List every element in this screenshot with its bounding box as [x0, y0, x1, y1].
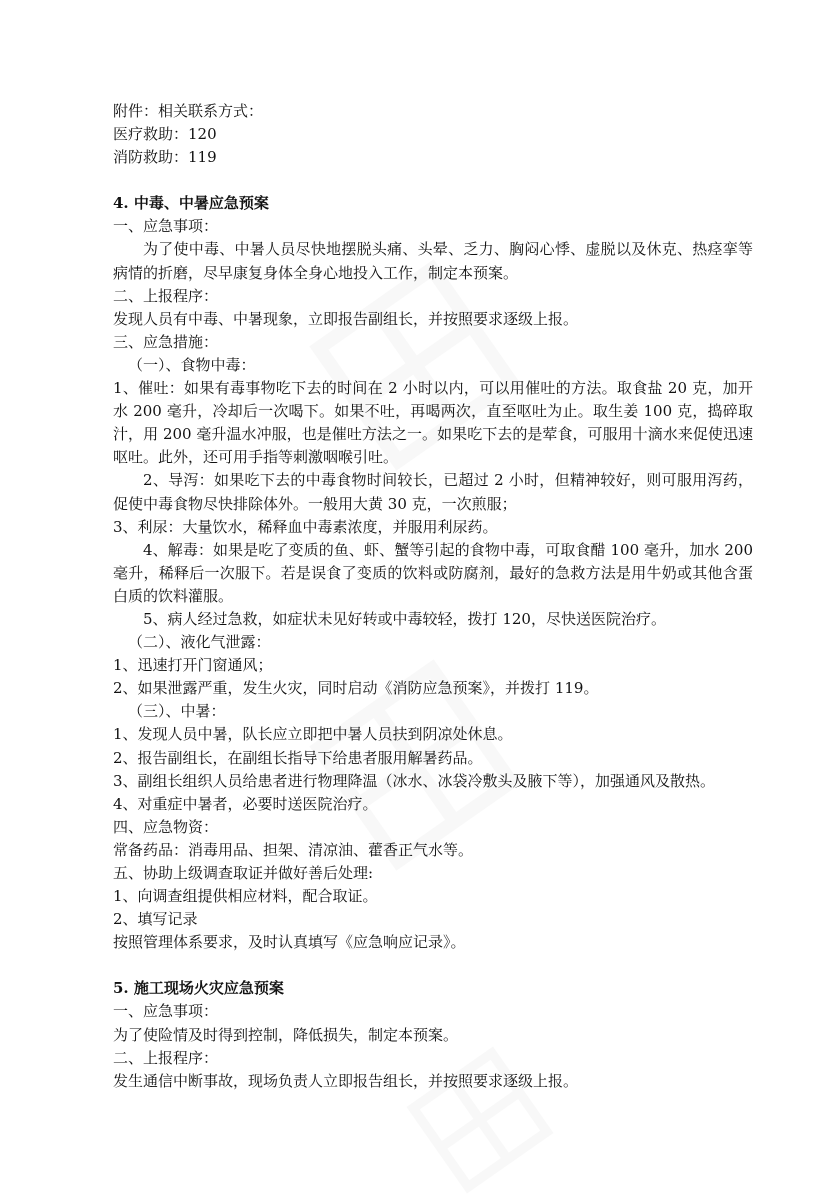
section-5	[113, 977, 753, 1092]
section-4-heading: 4. 中毒、中暑应急预案	[113, 194, 269, 213]
section-5-part1-title: 一、应急事项：	[113, 1002, 219, 1021]
section-5-part2-title: 二、上报程序：	[113, 1048, 219, 1067]
medical-contact: 医疗救助：120	[113, 125, 217, 144]
fire-contact: 消防救助：119	[113, 148, 217, 167]
section-4-part4-body: 常备药品：消毒用品、担架、清凉油、藿香正气水等。	[113, 840, 474, 859]
gas-leak-item-1: 1、迅速打开门窗通风；	[113, 656, 273, 675]
section-4-part2-title: 二、上报程序：	[113, 286, 219, 305]
food-poisoning-item-5: 5、病人经过急救，如症状未见好转或中毒较轻，拨打 120，尽快送医院治疗。	[143, 609, 666, 628]
food-poisoning-item-3: 3、利尿：大量饮水，稀释血中毒素浓度，并服用利尿药。	[113, 517, 498, 536]
section-4-part4-title: 四、应急物资：	[113, 817, 219, 836]
section-4	[113, 192, 753, 954]
attachment-block	[113, 100, 753, 169]
heatstroke-item-1: 1、发现人员中暑，队长应立即把中暑人员扶到阴凉处休息。	[113, 725, 513, 744]
section-4-part3-title: 三、应急措施：	[113, 332, 219, 351]
section-4-part5-item-1: 1、向调查组提供相应材料，配合取证。	[113, 887, 378, 906]
section-5-part2-body: 发生通信中断事故，现场负责人立即报告组长，并按照要求逐级上报。	[113, 1071, 579, 1090]
food-poisoning-item-2: 2、导泻：如果吃下去的中毒食物时间较长，已超过 2 小时，但精神较好，则可服用泻药，促使中毒食物尽快排除体外。一般用大黄 30 克，一次煎服；	[113, 471, 753, 513]
food-poisoning-item-1: 1、催吐：如果有毒事物吃下去的时间在 2 小时以内，可以用催吐的方法。取食盐 20 克，加开水 200 毫升，冷却后一次喝下。如果不吐，再喝两次，直至呕吐为止。取生姜 100 克，捣碎取汁，用 200 毫升温水冲服，也是催吐方法之一。如果吃下去的是荤食，可服用十滴水来促使迅速呕吐。此外，还可用手指等刺激咽喉引吐。	[113, 379, 753, 467]
attachment-title: 附件：相关联系方式：	[113, 102, 264, 120]
section-4-part5-item-2: 2、填写记录	[113, 910, 198, 929]
section-4-part5-title: 五、协助上级调查取证并做好善后处理:	[113, 864, 374, 882]
gas-leak-title: （二）、液化气泄露：	[128, 633, 271, 652]
heatstroke-title: （三）、中暑：	[128, 702, 226, 721]
section-4-part2-body: 发现人员有中毒、中暑现象，立即报告副组长，并按照要求逐级上报。	[113, 309, 579, 328]
food-poisoning-item-4: 4、解毒：如果是吃了变质的鱼、虾、蟹等引起的食物中毒，可取食醋 100 毫升，加水 200 毫升，稀释后一次服下。若是误食了变质的饮料或防腐剂，最好的急救方法是用牛奶或其他含蛋白质的饮料灌服。	[113, 540, 753, 605]
heatstroke-item-2: 2、报告副组长，在副组长指导下给患者服用解暑药品。	[113, 748, 483, 767]
section-4-part1-body: 为了使中毒、中暑人员尽快地摆脱头痛、头晕、乏力、胸闷心悸、虚脱以及休克、热痉挛等病情的折磨，尽早康复身体全身心地投入工作，制定本预案。	[113, 240, 753, 282]
heatstroke-item-3: 3、副组长组织人员给患者进行物理降温（冰水、冰袋冷敷头及腋下等），加强通风及散热。	[113, 771, 716, 790]
gas-leak-item-2: 2、如果泄露严重，发生火灾，同时启动《消防应急预案》，并拨打 119。	[113, 679, 599, 698]
section-4-part1-title: 一、应急事项：	[113, 217, 219, 236]
section-5-heading: 5. 施工现场火灾应急预案	[113, 979, 284, 998]
heatstroke-item-4: 4、对重症中暑者，必要时送医院治疗。	[113, 794, 378, 813]
document-body	[113, 100, 753, 1093]
section-4-part5-body: 按照管理体系要求，及时认真填写《应急响应记录》。	[113, 933, 466, 952]
food-poisoning-title: （一）、食物中毒：	[128, 355, 256, 374]
section-5-part1-body: 为了使险情及时得到控制，降低损失，制定本预案。	[113, 1025, 459, 1044]
